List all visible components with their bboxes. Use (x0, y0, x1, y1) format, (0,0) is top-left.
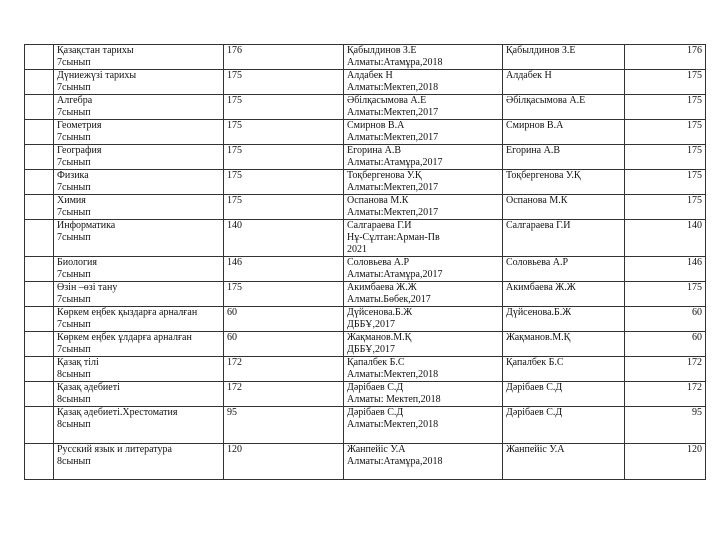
blank-cell (25, 307, 54, 332)
author-name: Акимбаева Ж.Ж (506, 282, 576, 293)
quantity-total-cell (625, 45, 706, 70)
quantity-cell (224, 407, 344, 444)
blank-cell (25, 70, 54, 95)
grade-label: 7сынып (57, 132, 91, 143)
grade-label: 7сынып (57, 82, 91, 93)
author-name: Дәрібаев С.Д (506, 382, 563, 393)
author-name: Оспанова М.К (506, 195, 568, 206)
publication-cell (344, 170, 503, 195)
subject-cell (54, 195, 224, 220)
blank-cell (25, 382, 54, 407)
quantity-value: 175 (227, 145, 242, 156)
quantity-total-cell (625, 257, 706, 282)
subject-cell (54, 170, 224, 195)
author-name: Дәрібаев С.Д (506, 407, 563, 418)
quantity-cell (224, 220, 344, 257)
quantity-total-value: 172 (687, 382, 702, 393)
quantity-value: 175 (227, 170, 242, 181)
table-row (25, 120, 706, 145)
table-row (25, 307, 706, 332)
publication-cell (344, 120, 503, 145)
author-name: Смирнов В.А (506, 120, 564, 131)
table-row (25, 95, 706, 120)
author-cell (503, 307, 625, 332)
blank-cell (25, 282, 54, 307)
publication-cell (344, 220, 503, 257)
publication-publisher: Нұ-Сұлтан:Арман-Пв (347, 232, 440, 243)
subject-cell (54, 444, 224, 480)
publication-publisher: Алматы:Мектеп,2017 (347, 107, 439, 118)
subject-cell (54, 282, 224, 307)
publication-publisher: Алматы:Мектеп,2017 (347, 182, 439, 193)
quantity-total-value: 175 (687, 120, 702, 131)
publication-cell (344, 95, 503, 120)
quantity-value: 175 (227, 195, 242, 206)
subject-name: Қазақстан тарихы (57, 45, 134, 56)
publication-cell (344, 195, 503, 220)
publication-author: Акимбаева Ж.Ж (347, 282, 417, 293)
author-cell (503, 357, 625, 382)
publication-author: Әбілқасымова А.Е (347, 95, 427, 106)
grade-label: 7сынып (57, 107, 91, 118)
blank-cell (25, 170, 54, 195)
quantity-total-value: 95 (692, 407, 702, 418)
subject-name: Геометрия (57, 120, 102, 131)
quantity-total-cell (625, 357, 706, 382)
quantity-value: 172 (227, 357, 242, 368)
subject-name: Көркем еңбек ұлдарға арналған (57, 332, 192, 343)
table-body (25, 45, 706, 480)
author-name: Егорина А.В (506, 145, 560, 156)
blank-cell (25, 332, 54, 357)
publication-publisher: Алматы:Мектеп,2018 (347, 369, 439, 380)
publication-author: Салгараева Г.И (347, 220, 412, 231)
author-name: Жанпейіс У.А (506, 444, 565, 455)
publication-author: Дүйсенова.Б.Ж (347, 307, 413, 318)
quantity-total-value: 175 (687, 170, 702, 181)
subject-cell (54, 70, 224, 95)
publication-cell (344, 70, 503, 95)
blank-cell (25, 145, 54, 170)
quantity-cell (224, 307, 344, 332)
author-name: Қапалбек Б.С (506, 357, 564, 368)
quantity-total-cell (625, 195, 706, 220)
publication-cell (344, 282, 503, 307)
table-row (25, 45, 706, 70)
author-name: Дүйсенова.Б.Ж (506, 307, 572, 318)
author-cell (503, 332, 625, 357)
subject-name: Қазақ әдебиеті (57, 382, 120, 393)
subject-cell (54, 382, 224, 407)
publication-author: Дәрібаев С.Д (347, 382, 404, 393)
quantity-cell (224, 120, 344, 145)
blank-cell (25, 444, 54, 480)
quantity-value: 176 (227, 45, 242, 56)
table-row (25, 145, 706, 170)
grade-label: 7сынып (57, 57, 91, 68)
publication-author: Дәрібаев С.Д (347, 407, 404, 418)
publication-publisher: Алматы:Мектеп,2017 (347, 207, 439, 218)
blank-cell (25, 195, 54, 220)
quantity-total-cell (625, 170, 706, 195)
grade-label: 7сынып (57, 269, 91, 280)
author-name: Салгараева Г.И (506, 220, 571, 231)
quantity-total-value: 175 (687, 282, 702, 293)
publication-publisher: Алматы:Мектеп,2018 (347, 82, 439, 93)
quantity-total-value: 175 (687, 70, 702, 81)
blank-cell (25, 45, 54, 70)
grade-label: 8сынып (57, 456, 91, 467)
grade-label: 7сынып (57, 232, 91, 243)
subject-name: Русский язык и литература (57, 444, 172, 455)
quantity-total-cell (625, 220, 706, 257)
quantity-value: 140 (227, 220, 242, 231)
quantity-cell (224, 170, 344, 195)
subject-cell (54, 45, 224, 70)
quantity-total-value: 175 (687, 195, 702, 206)
quantity-value: 175 (227, 70, 242, 81)
table-row (25, 357, 706, 382)
publication-cell (344, 145, 503, 170)
textbook-table (24, 44, 706, 480)
grade-label: 7сынып (57, 207, 91, 218)
publication-author: Соловьева А.Р (347, 257, 410, 268)
publication-author: Жанпейіс У.А (347, 444, 406, 455)
quantity-cell (224, 195, 344, 220)
subject-cell (54, 257, 224, 282)
subject-name: Қазақ әдебиеті.Хрестоматия (57, 407, 178, 418)
author-cell (503, 220, 625, 257)
author-cell (503, 95, 625, 120)
quantity-total-cell (625, 70, 706, 95)
quantity-value: 146 (227, 257, 242, 268)
blank-cell (25, 357, 54, 382)
subject-name: Физика (57, 170, 89, 181)
publication-cell (344, 307, 503, 332)
publication-cell (344, 444, 503, 480)
subject-name: Көркем еңбек қыздарға арналған (57, 307, 198, 318)
blank-cell (25, 120, 54, 145)
publication-author: Егорина А.В (347, 145, 401, 156)
quantity-value: 172 (227, 382, 242, 393)
quantity-total-cell (625, 407, 706, 444)
publication-cell (344, 382, 503, 407)
quantity-value: 175 (227, 120, 242, 131)
quantity-cell (224, 95, 344, 120)
quantity-total-cell (625, 145, 706, 170)
subject-cell (54, 357, 224, 382)
quantity-cell (224, 257, 344, 282)
author-cell (503, 257, 625, 282)
author-cell (503, 382, 625, 407)
quantity-total-value: 120 (687, 444, 702, 455)
quantity-value: 60 (227, 332, 237, 343)
subject-name: Биология (57, 257, 98, 268)
quantity-cell (224, 444, 344, 480)
blank-cell (25, 257, 54, 282)
author-name: Соловьева А.Р (506, 257, 569, 268)
publication-publisher: Алматы:Атамұра,2017 (347, 269, 443, 280)
table-row (25, 407, 706, 444)
quantity-value: 175 (227, 282, 242, 293)
publication-publisher: ДББҰ,2017 (347, 344, 396, 355)
publication-author: Оспанова М.К (347, 195, 409, 206)
subject-cell (54, 95, 224, 120)
quantity-cell (224, 332, 344, 357)
author-name: Алдабек Н (506, 70, 552, 81)
publication-publisher: Алматы:Мектеп,2017 (347, 132, 439, 143)
publication-year: 2021 (347, 244, 367, 255)
quantity-total-value: 175 (687, 145, 702, 156)
publication-author: Жақманов.М.Қ (347, 332, 412, 343)
author-name: Жақманов.М.Қ (506, 332, 571, 343)
grade-label: 7сынып (57, 294, 91, 305)
grade-label: 7сынып (57, 344, 91, 355)
subject-name: Дүниежүзі тарихы (57, 70, 137, 81)
author-cell (503, 195, 625, 220)
publication-publisher: Алматы.Бөбек,2017 (347, 294, 431, 305)
table-row (25, 170, 706, 195)
quantity-cell (224, 357, 344, 382)
author-cell (503, 282, 625, 307)
subject-cell (54, 145, 224, 170)
subject-cell (54, 307, 224, 332)
subject-cell (54, 120, 224, 145)
publication-author: Смирнов В.А (347, 120, 405, 131)
author-name: Тоқбергенова У.Қ (506, 170, 581, 181)
table-row (25, 220, 706, 257)
subject-name: Қазақ тілі (57, 357, 99, 368)
publication-author: Қабылдинов З.Е (347, 45, 417, 56)
quantity-total-value: 176 (687, 45, 702, 56)
table-row (25, 282, 706, 307)
quantity-value: 60 (227, 307, 237, 318)
quantity-total-value: 140 (687, 220, 702, 231)
blank-cell (25, 407, 54, 444)
quantity-total-cell (625, 382, 706, 407)
publication-publisher: Алматы:Атамұра,2018 (347, 456, 443, 467)
author-cell (503, 407, 625, 444)
quantity-value: 175 (227, 95, 242, 106)
publication-publisher: ДББҰ,2017 (347, 319, 396, 330)
subject-name: Информатика (57, 220, 116, 231)
author-cell (503, 120, 625, 145)
quantity-total-cell (625, 332, 706, 357)
quantity-total-value: 146 (687, 257, 702, 268)
quantity-total-value: 175 (687, 95, 702, 106)
grade-label: 7сынып (57, 157, 91, 168)
publication-cell (344, 407, 503, 444)
publication-publisher: Алматы: Мектеп,2018 (347, 394, 441, 405)
blank-cell (25, 95, 54, 120)
author-cell (503, 170, 625, 195)
subject-name: География (57, 145, 102, 156)
quantity-total-value: 60 (692, 332, 702, 343)
publication-publisher: Алматы:Мектеп,2018 (347, 419, 439, 430)
table-row (25, 195, 706, 220)
table-row (25, 382, 706, 407)
author-name: Әбілқасымова А.Е (506, 95, 586, 106)
quantity-total-cell (625, 95, 706, 120)
subject-name: Өзін –өзі тану (57, 282, 118, 293)
publication-cell (344, 45, 503, 70)
quantity-total-value: 60 (692, 307, 702, 318)
quantity-cell (224, 145, 344, 170)
author-cell (503, 45, 625, 70)
grade-label: 7сынып (57, 182, 91, 193)
grade-label: 8сынып (57, 369, 91, 380)
quantity-total-cell (625, 307, 706, 332)
blank-cell (25, 220, 54, 257)
author-cell (503, 145, 625, 170)
subject-name: Химия (57, 195, 86, 206)
table-row (25, 332, 706, 357)
author-cell (503, 70, 625, 95)
subject-cell (54, 332, 224, 357)
subject-cell (54, 407, 224, 444)
subject-name: Алгебра (57, 95, 93, 106)
quantity-cell (224, 282, 344, 307)
quantity-value: 95 (227, 407, 237, 418)
grade-label: 8сынып (57, 394, 91, 405)
table-row (25, 257, 706, 282)
quantity-total-value: 172 (687, 357, 702, 368)
subject-cell (54, 220, 224, 257)
quantity-total-cell (625, 282, 706, 307)
quantity-cell (224, 45, 344, 70)
publication-cell (344, 257, 503, 282)
table-row (25, 70, 706, 95)
author-cell (503, 444, 625, 480)
publication-publisher: Алматы:Атамұра,2017 (347, 157, 443, 168)
publication-author: Тоқбергенова У.Қ (347, 170, 422, 181)
quantity-cell (224, 382, 344, 407)
publication-author: Алдабек Н (347, 70, 393, 81)
publication-publisher: Алматы:Атамұра,2018 (347, 57, 443, 68)
quantity-total-cell (625, 120, 706, 145)
table-row (25, 444, 706, 480)
publication-cell (344, 332, 503, 357)
quantity-cell (224, 70, 344, 95)
publication-cell (344, 357, 503, 382)
author-name: Қабылдинов З.Е (506, 45, 576, 56)
publication-author: Қапалбек Б.С (347, 357, 405, 368)
grade-label: 8сынып (57, 419, 91, 430)
quantity-total-cell (625, 444, 706, 480)
quantity-value: 120 (227, 444, 242, 455)
grade-label: 7сынып (57, 319, 91, 330)
